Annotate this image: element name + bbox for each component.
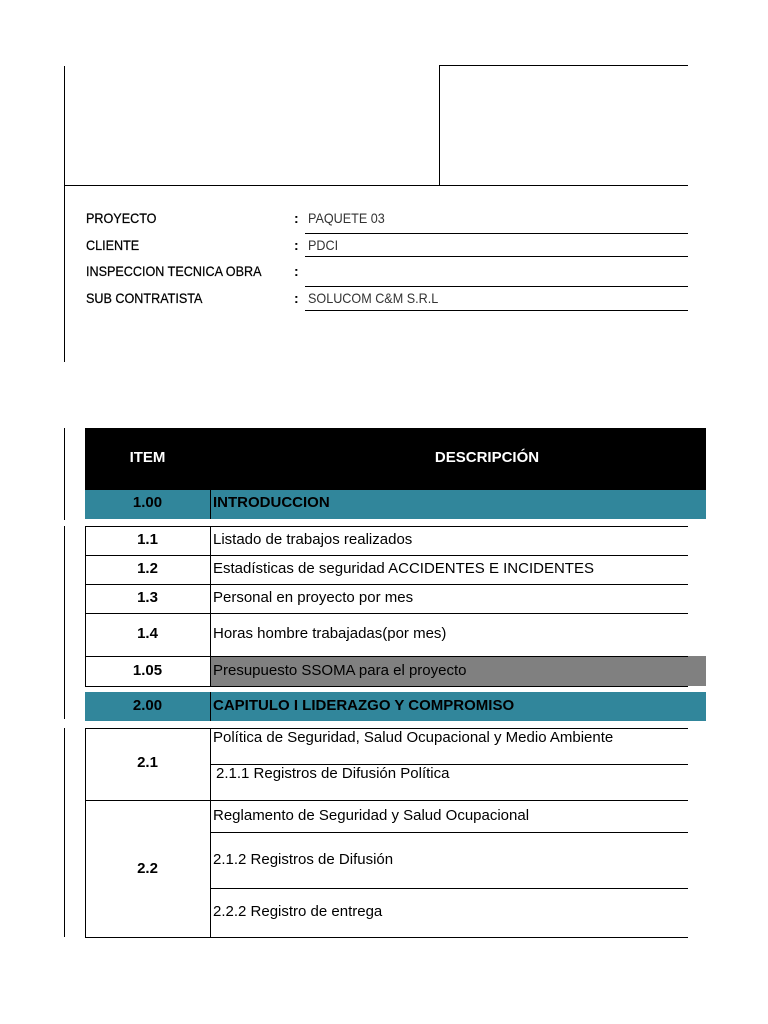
row-description: Presupuesto SSOMA para el proyecto xyxy=(213,662,467,679)
subrow-border xyxy=(210,832,688,833)
logo-box-top-border xyxy=(439,65,688,66)
field-underline xyxy=(305,233,688,234)
row-description: Estadísticas de seguridad ACCIDENTES E INCIDENTES xyxy=(213,560,594,577)
field-separator: : xyxy=(294,237,299,253)
section-item-number: 2.00 xyxy=(132,697,163,714)
row-item-number: 1.3 xyxy=(137,589,158,606)
section-item-number: 1.00 xyxy=(132,494,163,511)
field-value-subcontratista: SOLUCOM C&M S.R.L xyxy=(308,290,439,306)
column-border xyxy=(210,526,211,687)
row-border xyxy=(85,800,688,801)
row-description: Listado de trabajos realizados xyxy=(213,531,413,548)
field-label-proyecto: PROYECTO xyxy=(86,210,157,226)
logo-box-left-border xyxy=(439,65,440,185)
frame-left-border xyxy=(64,66,65,362)
field-separator: : xyxy=(294,210,299,226)
subrow-border xyxy=(210,888,688,889)
row-description: Reglamento de Seguridad y Salud Ocupacional xyxy=(213,807,530,824)
row-item-number: 2.1 xyxy=(137,754,158,771)
section-divider xyxy=(210,490,211,519)
row-item-number: 1.1 xyxy=(137,531,158,548)
row-subitem: 2.2.2 Registro de entrega xyxy=(213,903,383,920)
field-value-proyecto: PAQUETE 03 xyxy=(308,210,385,226)
row-item-number: 1.4 xyxy=(137,625,158,642)
column-header-item: ITEM xyxy=(129,449,166,466)
field-separator: : xyxy=(294,263,299,279)
field-label-inspeccion: INSPECCION TECNICA OBRA xyxy=(86,263,262,279)
row-subitem: 2.1.1 Registros de Difusión Política xyxy=(216,765,450,782)
row-border xyxy=(85,584,688,585)
row-border xyxy=(85,613,688,614)
field-label-subcontratista: SUB CONTRATISTA xyxy=(86,290,203,306)
row-description: Personal en proyecto por mes xyxy=(213,589,414,606)
field-separator: : xyxy=(294,290,299,306)
column-border xyxy=(210,728,211,938)
row-item-number: 2.2 xyxy=(137,860,158,877)
row-border xyxy=(85,937,688,938)
row-item-number: 1.2 xyxy=(137,560,158,577)
title-block-divider xyxy=(65,185,688,186)
row-description: Política de Seguridad, Salud Ocupacional y Medio Ambiente xyxy=(213,729,614,746)
section-title: INTRODUCCION xyxy=(213,494,330,511)
field-underline xyxy=(305,310,688,311)
row-border xyxy=(85,526,688,527)
section-title: CAPITULO I LIDERAZGO Y COMPROMISO xyxy=(213,697,515,714)
field-label-cliente: CLIENTE xyxy=(86,237,140,253)
row-item-number: 1.05 xyxy=(132,662,163,679)
row-border xyxy=(85,656,688,657)
row-subitem: 2.1.2 Registros de Difusión xyxy=(213,851,394,868)
field-value-cliente: PDCI xyxy=(308,237,339,253)
field-underline xyxy=(305,286,688,287)
row-border xyxy=(85,555,688,556)
margin-rule xyxy=(64,526,65,719)
margin-rule xyxy=(64,428,65,520)
column-header-description: DESCRIPCIÓN xyxy=(434,449,540,466)
row-description: Horas hombre trabajadas(por mes) xyxy=(213,625,447,642)
row-border xyxy=(85,686,688,687)
section-divider xyxy=(210,692,211,721)
margin-rule xyxy=(64,728,65,937)
field-underline xyxy=(305,256,688,257)
